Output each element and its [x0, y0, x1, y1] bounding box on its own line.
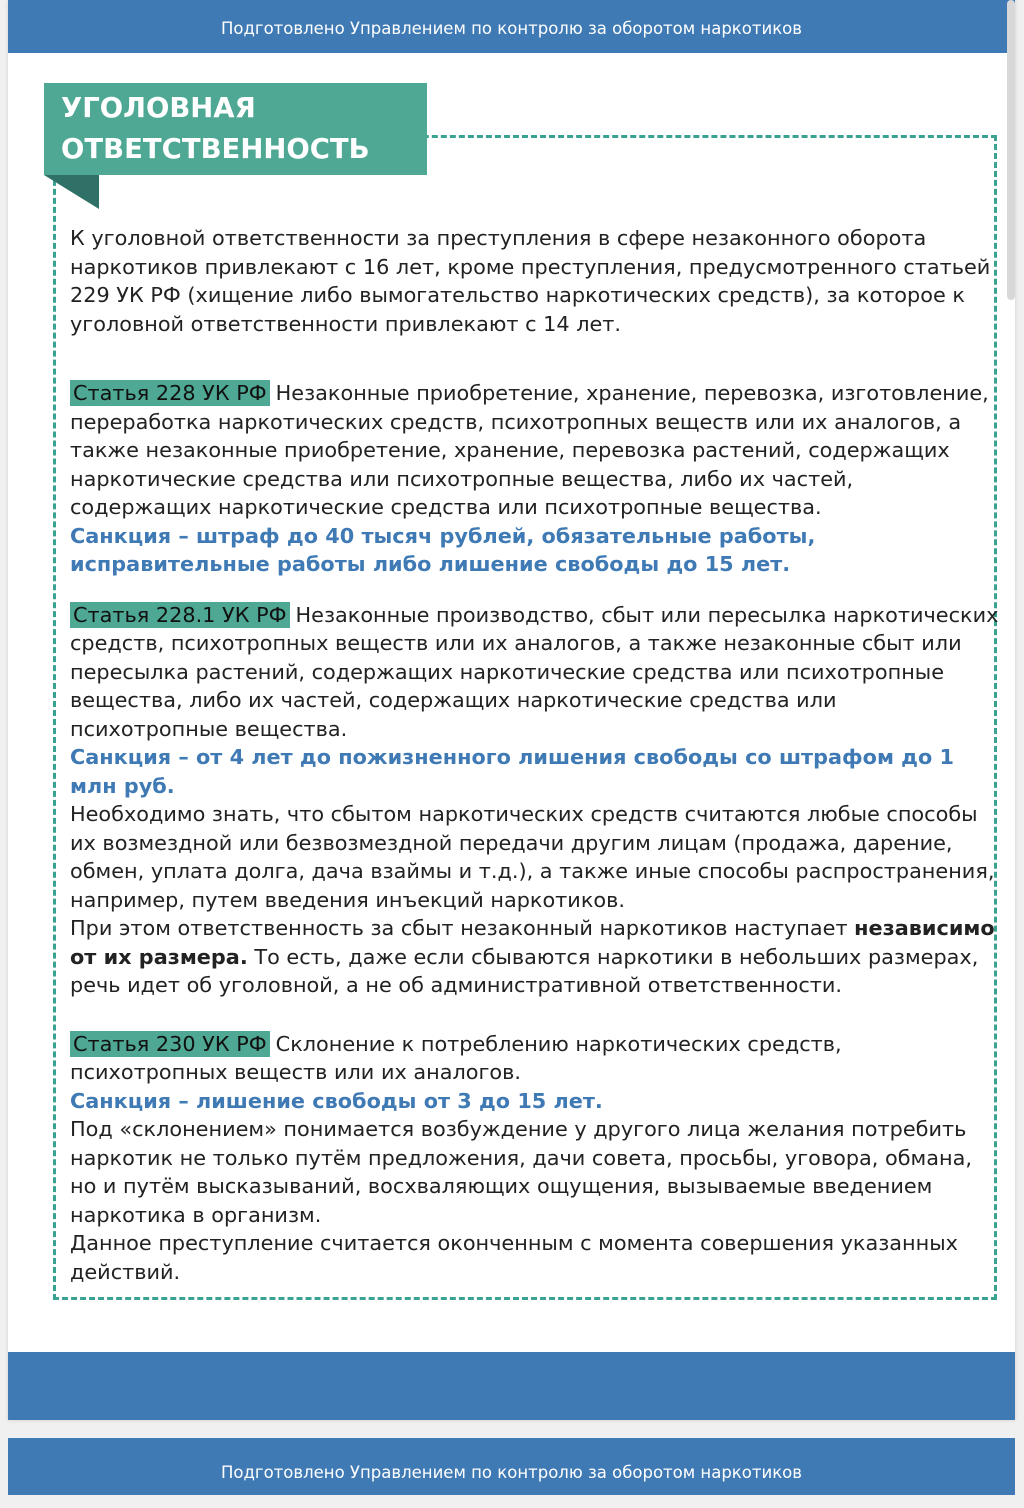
title-banner [44, 83, 427, 175]
article-note: Необходимо знать, что сбытом наркотических средств считаются любые способы их возмездной или безвозмездной передачи другим лицам (продажа, дарение, обмен, уплата долга, дача взаймы и т.д.), а также иные способы распространения, например, путем введения инъекций наркотиков. [70, 802, 995, 912]
article-text: Склонение к потреблению наркотических средств, психотропных веществ или их аналогов. [70, 1031, 842, 1084]
scrollbar[interactable] [1007, 0, 1015, 300]
title-line-1: УГОЛОВНАЯ [61, 92, 256, 124]
article-tag: Статья 228 УК РФ [70, 380, 270, 406]
article-note: Под «склонением» понимается возбуждение у другого лица желания потребить наркотик не только путём предложения, дачи совета, просьбы, уговора, обмана, но и путём высказываний, восхваляющих ощущения, вызываемые введением наркотика в организм. [70, 1117, 972, 1227]
content [70, 224, 1000, 1308]
article-228-1 [70, 601, 1000, 1000]
article-text: Незаконные производство, сбыт или пересылка наркотических средств, психотропных веществ или их аналогов, а также незаконные сбыт или пересылка растений, содержащих наркотические средства или психотропные вещества, либо их частей, содержащих наркотические средства или психотропные вещества. [70, 602, 999, 741]
document-page [8, 0, 1015, 1420]
bottom-bar [8, 1352, 1015, 1420]
article-230 [70, 1030, 1000, 1287]
article-tag: Статья 228.1 УК РФ [70, 602, 290, 628]
title-line-2: ОТВЕТСТВЕННОСТЬ [61, 133, 370, 165]
footer-text: Подготовлено Управлением по контролю за оборотом наркотиков [221, 1463, 802, 1482]
article-sanction: Санкция – штраф до 40 тысяч рублей, обязательные работы, исправительные работы либо лишение свободы до 15 лет. [70, 523, 816, 576]
article-note-2: При этом ответственность за сбыт незаконный наркотиков наступает независимо от их размера. То есть, даже если сбываются наркотики в небольших размерах, речь идет об уголовной, а не об административной ответственности. [70, 916, 995, 997]
next-page-header [8, 1438, 1015, 1495]
header-bar [8, 0, 1015, 53]
article-text: Незаконные приобретение, хранение, перевозка, изготовление, переработка наркотических средств, психотропных веществ или их аналогов, а также незаконные приобретение, хранение, перевозка растений, содержащих наркотические средства или психотропные вещества, либо их частей, содержащих наркотические средства или психотропные вещества. [70, 381, 989, 519]
bold-phrase: независимо от их размера. [70, 916, 995, 969]
article-note-2: Данное преступление считается оконченным с момента совершения указанных действий. [70, 1231, 958, 1284]
article-tag: Статья 230 УК РФ [70, 1031, 270, 1057]
article-sanction: Санкция – от 4 лет до пожизненного лишения свободы со штрафом до 1 млн руб. [70, 745, 954, 798]
intro-paragraph: К уголовной ответственности за преступления в сфере незаконного оборота наркотиков привлекают с 16 лет, кроме преступления, предусмотренного статьей 229 УК РФ (хищение либо вымогательство наркотических средств), за которое к уголовной ответственности привлекают с 14 лет. [70, 226, 991, 336]
article-sanction: Санкция – лишение свободы от 3 до 15 лет. [70, 1088, 603, 1113]
header-text: Подготовлено Управлением по контролю за оборотом наркотиков [221, 19, 802, 38]
article-228 [70, 379, 1000, 579]
banner-fold [44, 175, 99, 209]
